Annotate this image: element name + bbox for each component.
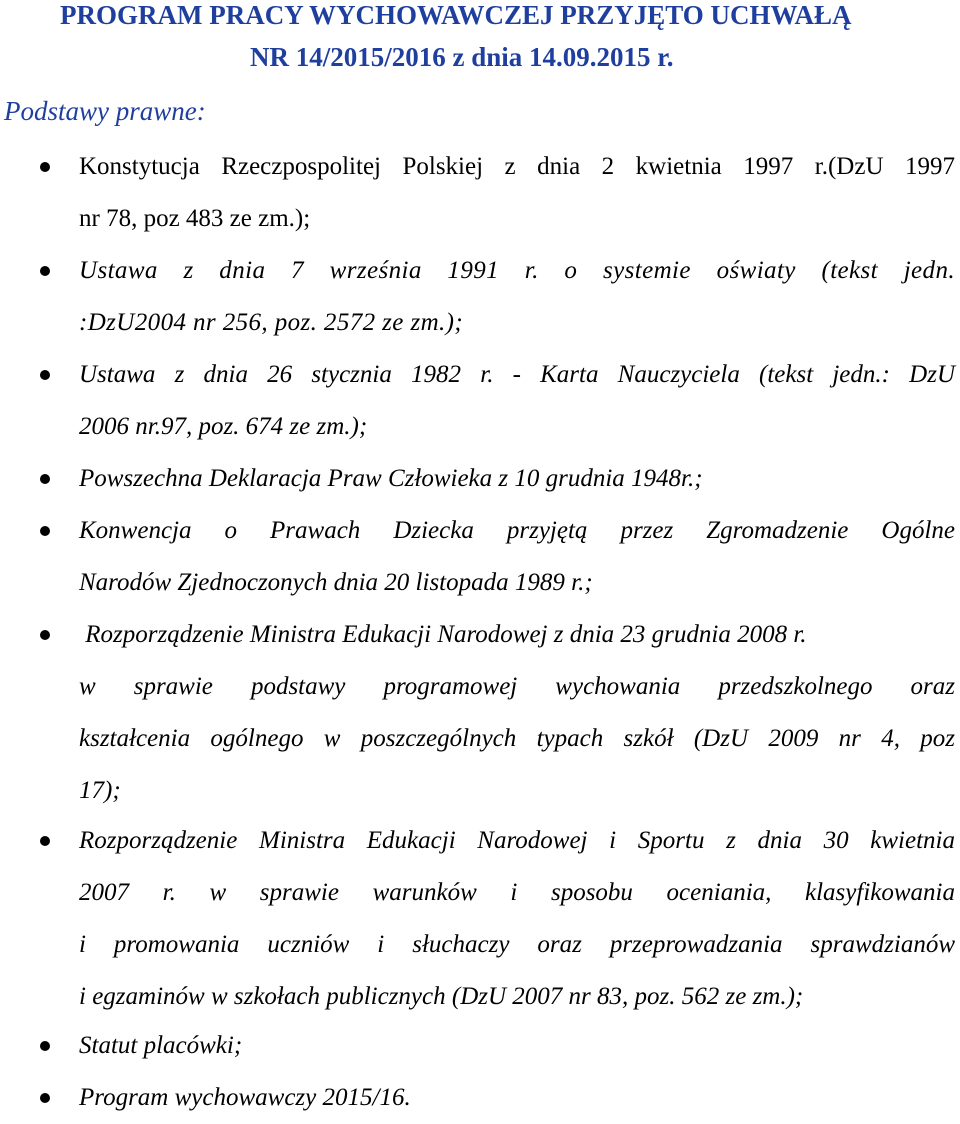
list-item-line: kształcenia ogólnego w poszczególnych typach szkół (DzU 2009 nr 4, poz — [79, 725, 955, 752]
bullet-icon — [40, 1041, 50, 1051]
bullet-icon — [40, 1093, 50, 1103]
list-item-text — [79, 609, 955, 817]
list-item-line: Konstytucja Rzeczpospolitej Polskiej z dnia 2 kwietnia 1997 r.(DzU 1997 — [79, 153, 955, 180]
list-item-text — [79, 505, 955, 609]
list-item-line: Ustawa z dnia 7 września 1991 r. o systemie oświaty (tekst jedn. — [79, 257, 955, 284]
list-item-text — [79, 453, 955, 505]
list-item-line: :DzU2004 nr 256, poz. 2572 ze zm.); — [79, 309, 464, 336]
list-item-line: Program wychowawczy 2015/16. — [79, 1084, 411, 1111]
list-item-line: Konwencja o Prawach Dziecka przyjętą przez Zgromadzenie Ogólne — [79, 517, 955, 544]
list-item-line: 2007 r. w sprawie warunków i sposobu oceniania, klasyfikowania — [79, 879, 955, 906]
list-item-line: Ustawa z dnia 26 stycznia 1982 r. - Karta Nauczyciela (tekst jedn.: DzU — [79, 361, 955, 388]
list-item-line: i promowania uczniów i słuchaczy oraz przeprowadzania sprawdzianów — [79, 931, 955, 958]
bullet-icon — [40, 526, 50, 536]
list-item-line: Narodów Zjednoczonych dnia 20 listopada 1989 r.; — [79, 569, 593, 596]
bullet-icon — [40, 836, 50, 846]
bullet-icon — [40, 266, 50, 276]
document-title-line-1: PROGRAM PRACY WYCHOWAWCZEJ PRZYJĘTO UCHWAŁĄ — [60, 0, 852, 30]
list-item-line: Rozporządzenie Ministra Edukacji Narodowej z dnia 23 grudnia 2008 r. — [79, 621, 807, 648]
list-item-text — [79, 245, 955, 349]
bullet-icon — [40, 162, 50, 172]
list-item-line: i egzaminów w szkołach publicznych (DzU 2007 nr 83, poz. 562 ze zm.); — [79, 983, 804, 1010]
list-item-text — [79, 349, 955, 453]
list-item-text — [79, 1072, 955, 1124]
bullet-icon — [40, 630, 50, 640]
list-item-line: w sprawie podstawy programowej wychowania przedszkolnego oraz — [79, 673, 955, 700]
document-title-line-2: NR 14/2015/2016 z dnia 14.09.2015 r. — [250, 42, 674, 72]
bullet-icon — [40, 474, 50, 484]
list-item-line: Statut placówki; — [79, 1032, 243, 1059]
list-item-text — [79, 815, 955, 1023]
list-item-text — [79, 1020, 955, 1072]
legal-basis-heading: Podstawy prawne: — [4, 96, 206, 126]
list-item-line: 17); — [79, 777, 121, 804]
list-item-line: nr 78, poz 483 ze zm.); — [79, 205, 311, 232]
list-item-line: Powszechna Deklaracja Praw Człowieka z 10 grudnia 1948r.; — [79, 465, 703, 492]
list-item-text — [79, 141, 955, 245]
list-item-line: 2006 nr.97, poz. 674 ze zm.); — [79, 413, 368, 440]
list-item-line: Rozporządzenie Ministra Edukacji Narodowej i Sportu z dnia 30 kwietnia — [79, 827, 955, 854]
bullet-icon — [40, 370, 50, 380]
